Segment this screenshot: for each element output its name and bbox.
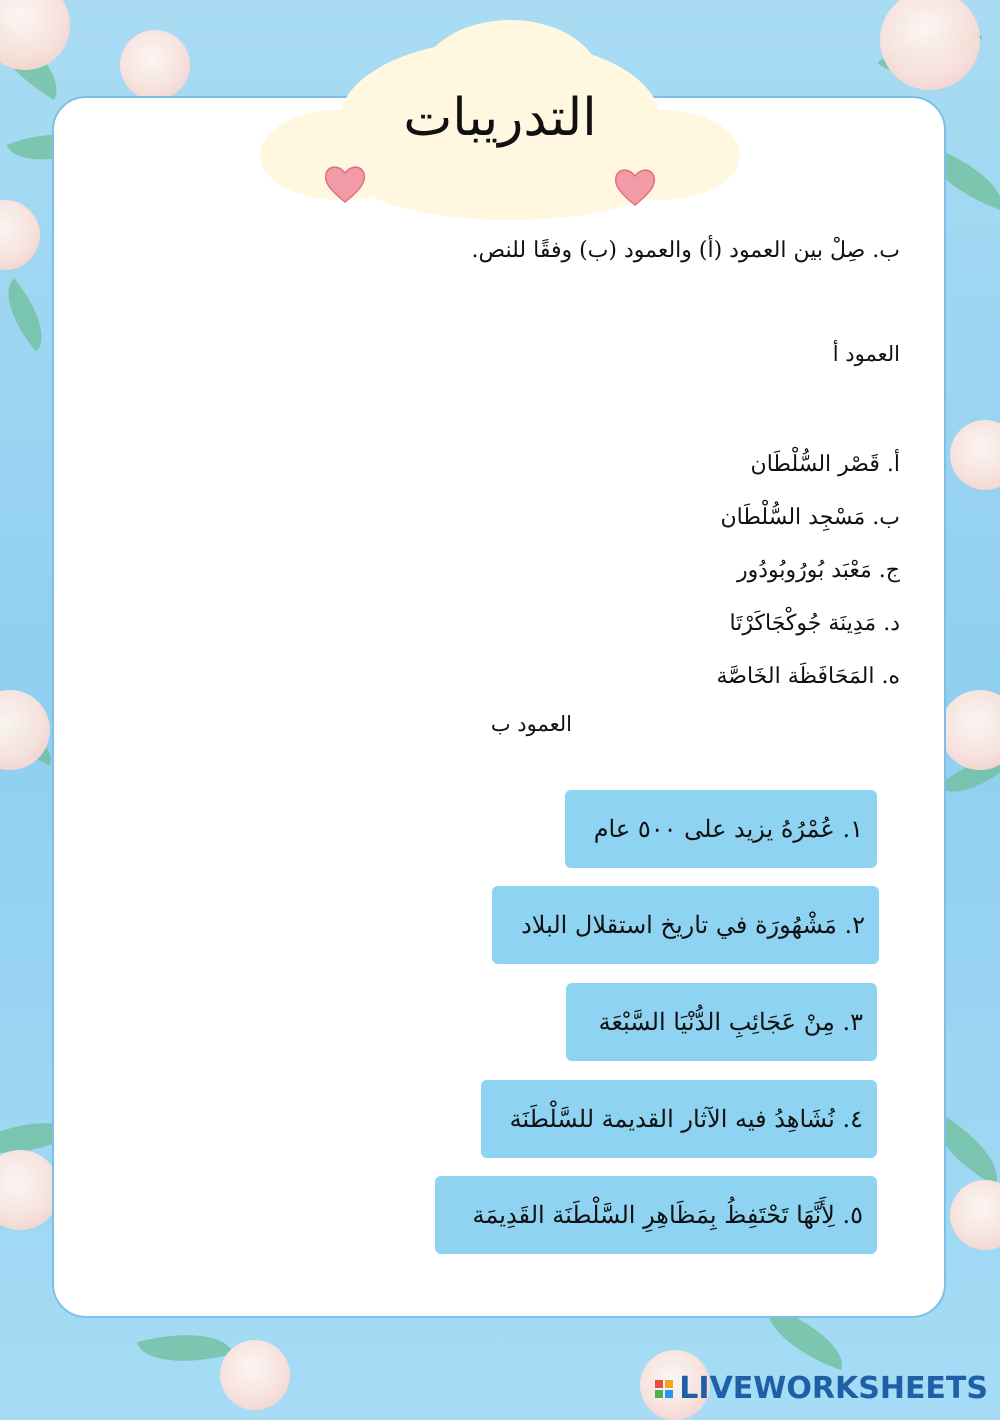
column-b-answer-box[interactable]: ٤. نُشَاهِدُ فيه الآثار القديمة للسَّلْطَنَة (481, 1080, 877, 1158)
page-title: التدريبات (403, 88, 597, 148)
instruction-text: ب. صِلْ بين العمود (أ) والعمود (ب) وفقًا للنص. (471, 238, 900, 263)
column-b-answer-box[interactable]: ١. عُمْرُهُ يزيد على ٥٠٠ عام (565, 790, 877, 868)
watermark-text: LIVEWORKSHEETS (679, 1371, 988, 1406)
liveworksheets-watermark (655, 1371, 988, 1406)
column-b-title: العمود ب (490, 712, 572, 736)
column-a-item: ج. مَعْبَد بُورُوبُودُور (736, 558, 900, 583)
column-a-item: أ. قَصْر السُّلْطَان (750, 452, 900, 477)
column-a-list (717, 448, 901, 713)
column-b-answer-box[interactable]: ٢. مَشْهُورَة في تاريخ استقلال البلاد (492, 886, 879, 964)
heart-icon (612, 165, 658, 209)
column-b-answer-box[interactable]: ٣. مِنْ عَجَائِبِ الدُّنْيَا السَّبْعَة (566, 983, 877, 1061)
column-b-answer-box[interactable]: ٥. لِأَنَّهَا تَحْتَفِظُ بِمَظَاهِرِ السَّلْطَنَة القَدِيمَة (435, 1176, 877, 1254)
column-a-item: ب. مَسْجِد السُّلْطَان (720, 505, 900, 530)
column-a-title: العمود أ (832, 342, 900, 366)
column-a-item: ه. المَحَافَظَة الخَاصَّة (716, 664, 900, 689)
column-a-item: د. مَدِينَة جُوكْجَاكَرْتَا (729, 611, 900, 636)
heart-icon (322, 162, 368, 206)
liveworksheets-logo-icon (655, 1380, 673, 1398)
